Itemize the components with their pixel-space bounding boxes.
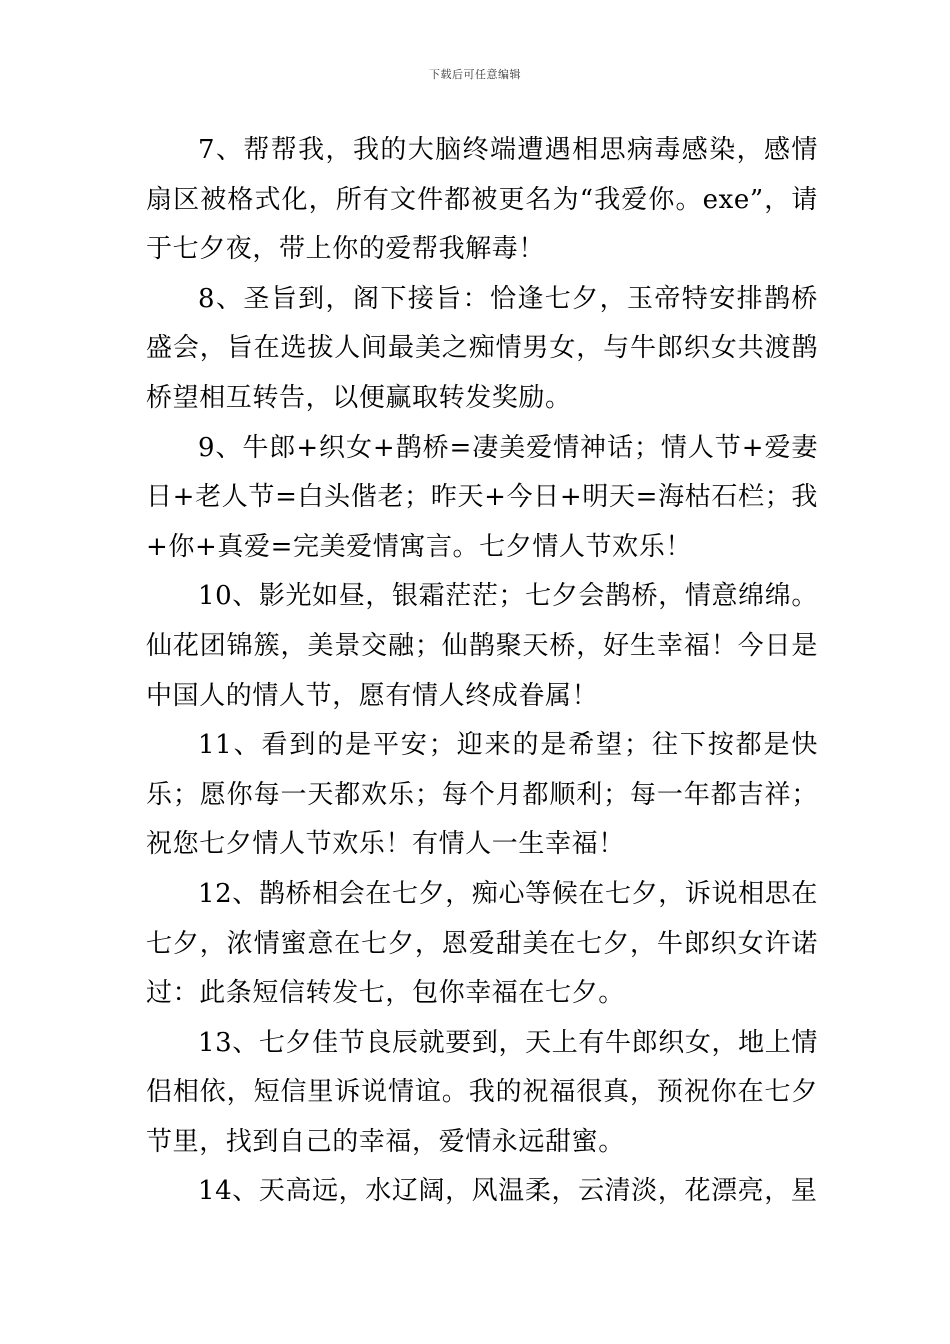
paragraph-8: 8、圣旨到，阁下接旨：恰逢七夕，玉帝特安排鹊桥盛会，旨在选拔人间最美之痴情男女，与牛郎织女共渡鹊桥望相互转告，以便赢取转发奖励。 xyxy=(146,283,818,413)
paragraph-12: 12、鹊桥相会在七夕，痴心等候在七夕，诉说相思在七夕，浓情蜜意在七夕，恩爱甜美在七夕，牛郎织女许诺过：此条短信转发七，包你幸福在七夕。 xyxy=(146,878,818,1009)
paragraph-14: 14、天高远，水辽阔，风温柔，云清淡，花漂亮，星 xyxy=(198,1176,818,1207)
document-body xyxy=(146,126,818,1217)
paragraph-10: 10、影光如昼，银霜茫茫；七夕会鹊桥，情意绵绵。仙花团锦簇，美景交融；仙鹊聚天桥，好生幸福！今日是中国人的情人节，愿有情人终成眷属！ xyxy=(146,581,818,711)
page-header: 下载后可任意编辑 xyxy=(429,68,521,81)
paragraph-9: 9、牛郎+织女+鹊桥=凄美爱情神话；情人节+爱妻日+老人节=白头偕老；昨天+今日+明天=海枯石栏；我+你+真爱=完美爱情寓言。七夕情人节欢乐！ xyxy=(146,432,818,562)
paragraph-11: 11、看到的是平安；迎来的是希望；往下按都是快乐；愿你每一天都欢乐；每个月都顺利；每一年都吉祥；祝您七夕情人节欢乐！有情人一生幸福！ xyxy=(146,730,818,860)
paragraph-7: 7、帮帮我，我的大脑终端遭遇相思病毒感染，感情扇区被格式化，所有文件都被更名为“我爱你。exe”，请于七夕夜，带上你的爱帮我解毒！ xyxy=(146,135,818,265)
paragraph-13: 13、七夕佳节良辰就要到，天上有牛郎织女，地上情侣相依，短信里诉说情谊。我的祝福很真，预祝你在七夕节里，找到自己的幸福，爱情永远甜蜜。 xyxy=(146,1027,818,1157)
